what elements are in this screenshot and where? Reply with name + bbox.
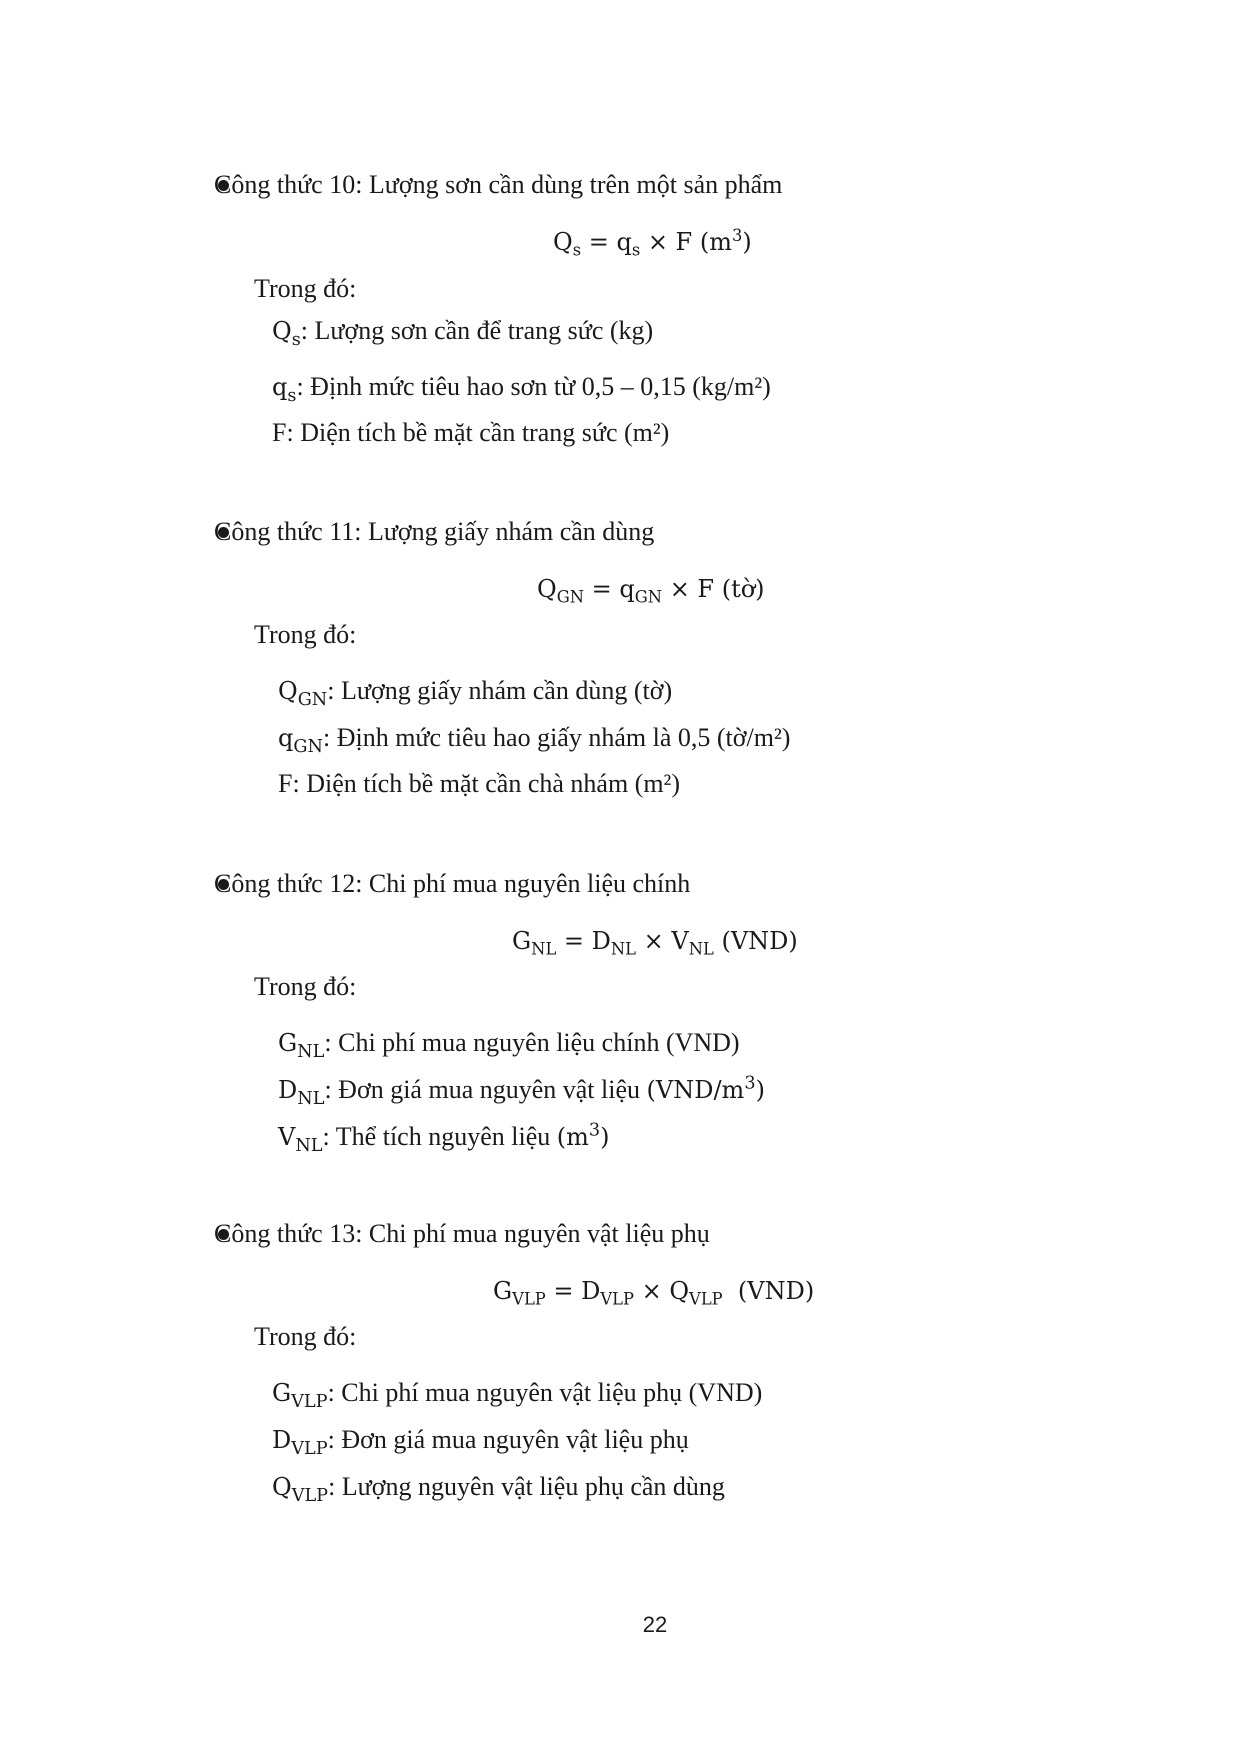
def-10-2-sym: q <box>272 373 288 401</box>
def-12-3-unit-tail: ) <box>600 1123 610 1151</box>
formula-13-a-sub: VLP <box>600 1289 634 1309</box>
heading-formula-12: Công thức 12: Chi phí mua nguyên liệu chính <box>214 869 691 898</box>
formula-13-b-sub: VLP <box>689 1289 723 1309</box>
formula-13-eq: = <box>545 1277 582 1305</box>
def-11-2-text: : Định mức tiêu hao giấy nhám là 0,5 (tờ/m²) <box>322 723 791 752</box>
formula-12-lhs: G <box>512 927 532 955</box>
formula-13 <box>493 1277 815 1309</box>
page-number: 22 <box>642 1612 668 1637</box>
formula-13-lhs: G <box>493 1277 513 1305</box>
def-10-3-sym: F <box>272 418 287 447</box>
def-11-1-sub: GN <box>297 690 328 711</box>
formula-11-lhs-sub: GN <box>556 587 584 607</box>
def-12-3-sym: V <box>278 1123 296 1151</box>
def-10-2-text: : Định mức tiêu hao sơn từ 0,5 – 0,15 (kg/m²) <box>296 372 771 401</box>
formula-13-b: Q <box>669 1277 690 1305</box>
def-11-3-text: : Diện tích bề mặt cần chà nhám (m²) <box>292 769 681 798</box>
formula-11-lhs: Q <box>537 575 557 603</box>
def-13-1-sub: VLP <box>291 1392 328 1413</box>
definition-12-3 <box>278 1120 610 1157</box>
def-12-3-sup: 3 <box>588 1120 601 1141</box>
def-12-3-unit: (m <box>556 1123 589 1151</box>
formula-12 <box>512 927 798 959</box>
formula-11-a-sub: GN <box>634 587 663 607</box>
formula-13-a: D <box>581 1277 601 1305</box>
formula-13-lhs-sub: VLP <box>512 1289 546 1309</box>
def-12-1-sub: NL <box>297 1042 325 1063</box>
formula-10-sup: 3 <box>731 226 743 246</box>
formula-10 <box>553 226 752 260</box>
def-13-2-sym: D <box>272 1426 292 1454</box>
definition-12-2 <box>278 1073 765 1110</box>
def-13-2-text: : Đơn giá mua nguyên vật liệu phụ <box>327 1425 689 1454</box>
definition-10-3 <box>272 418 669 448</box>
def-13-2-sub: VLP <box>291 1439 328 1460</box>
formula-12-a: D <box>591 927 611 955</box>
def-11-2-sym: q <box>278 724 294 752</box>
def-12-3-sub: NL <box>295 1136 323 1157</box>
formula-11-a: q <box>619 575 635 603</box>
def-10-3-text: : Diện tích bề mặt cần trang sức (m²) <box>286 418 670 447</box>
heading-formula-10: Công thức 10: Lượng sơn cần dùng trên một sản phẩm <box>214 170 783 199</box>
def-11-1-text: : Lượng giấy nhám cần dùng (tờ) <box>327 676 673 705</box>
def-12-3-text: : Thể tích nguyên liệu <box>322 1122 557 1151</box>
heading-formula-11: Công thức 11: Lượng giấy nhám cần dùng <box>214 517 655 546</box>
formula-12-a-sub: NL <box>610 939 637 959</box>
def-10-1-sym: Q <box>272 317 292 345</box>
def-10-1-sub: s <box>291 330 301 351</box>
formula-10-op: × F (m <box>640 228 732 256</box>
definition-10-2 <box>272 372 771 407</box>
definition-13-2 <box>272 1425 689 1460</box>
def-13-3-sym: Q <box>272 1473 292 1501</box>
def-10-2-sub: s <box>287 386 297 407</box>
definition-10-1 <box>272 316 654 351</box>
trong-do-11: Trong đó: <box>254 620 357 649</box>
def-12-2-unit: (VND/m <box>646 1076 745 1104</box>
formula-11-op: × F (tờ) <box>662 575 765 603</box>
formula-11 <box>537 575 765 607</box>
formula-13-op: × <box>633 1277 670 1305</box>
def-11-1-sym: Q <box>278 677 298 705</box>
def-13-3-sub: VLP <box>291 1486 329 1507</box>
def-10-1-text: : Lượng sơn cần để trang sức (kg) <box>300 316 654 345</box>
trong-do-12: Trong đó: <box>254 972 357 1001</box>
def-12-1-text: : Chi phí mua nguyên liệu chính (VND) <box>324 1028 740 1057</box>
def-12-2-sub: NL <box>297 1089 325 1110</box>
definition-13-1 <box>272 1378 763 1413</box>
formula-10-lhs: Q <box>553 228 573 256</box>
formula-10-a-sub: s <box>631 240 641 260</box>
def-12-2-sym: D <box>278 1076 298 1104</box>
trong-do-13: Trong đó: <box>254 1322 357 1351</box>
definition-11-1 <box>278 676 673 711</box>
formula-12-tail: (VND) <box>713 927 798 955</box>
formula-12-lhs-sub: NL <box>531 939 557 959</box>
formula-11-eq: = <box>584 575 620 603</box>
heading-formula-13: Công thức 13: Chi phí mua nguyên vật liệu phụ <box>214 1219 710 1248</box>
def-12-2-text: : Đơn giá mua nguyên vật liệu <box>324 1075 647 1104</box>
formula-13-tail: (VND) <box>722 1277 815 1305</box>
def-11-3-sym: F <box>278 769 293 798</box>
formula-12-b: V <box>671 927 689 955</box>
def-13-3-text: : Lượng nguyên vật liệu phụ cần dùng <box>328 1472 725 1501</box>
definition-11-2 <box>278 723 791 758</box>
def-12-2-sup: 3 <box>744 1073 756 1094</box>
definition-13-3 <box>272 1472 725 1507</box>
formula-10-a: q <box>616 228 632 256</box>
def-13-1-text: : Chi phí mua nguyên vật liệu phụ (VND) <box>327 1378 763 1407</box>
formula-12-eq: = <box>556 927 592 955</box>
def-11-2-sub: GN <box>293 737 323 758</box>
def-12-1-sym: G <box>278 1029 298 1057</box>
formula-12-op: × <box>636 927 672 955</box>
formula-10-lhs-sub: s <box>572 240 582 260</box>
formula-10-eq: = <box>581 228 617 256</box>
def-13-1-sym: G <box>272 1379 292 1407</box>
formula-10-tail: ) <box>742 228 752 256</box>
trong-do-10: Trong đó: <box>254 274 357 303</box>
formula-12-b-sub: NL <box>688 939 714 959</box>
definition-11-3 <box>278 769 680 799</box>
definition-12-1 <box>278 1028 740 1063</box>
def-12-2-unit-tail: ) <box>755 1076 765 1104</box>
